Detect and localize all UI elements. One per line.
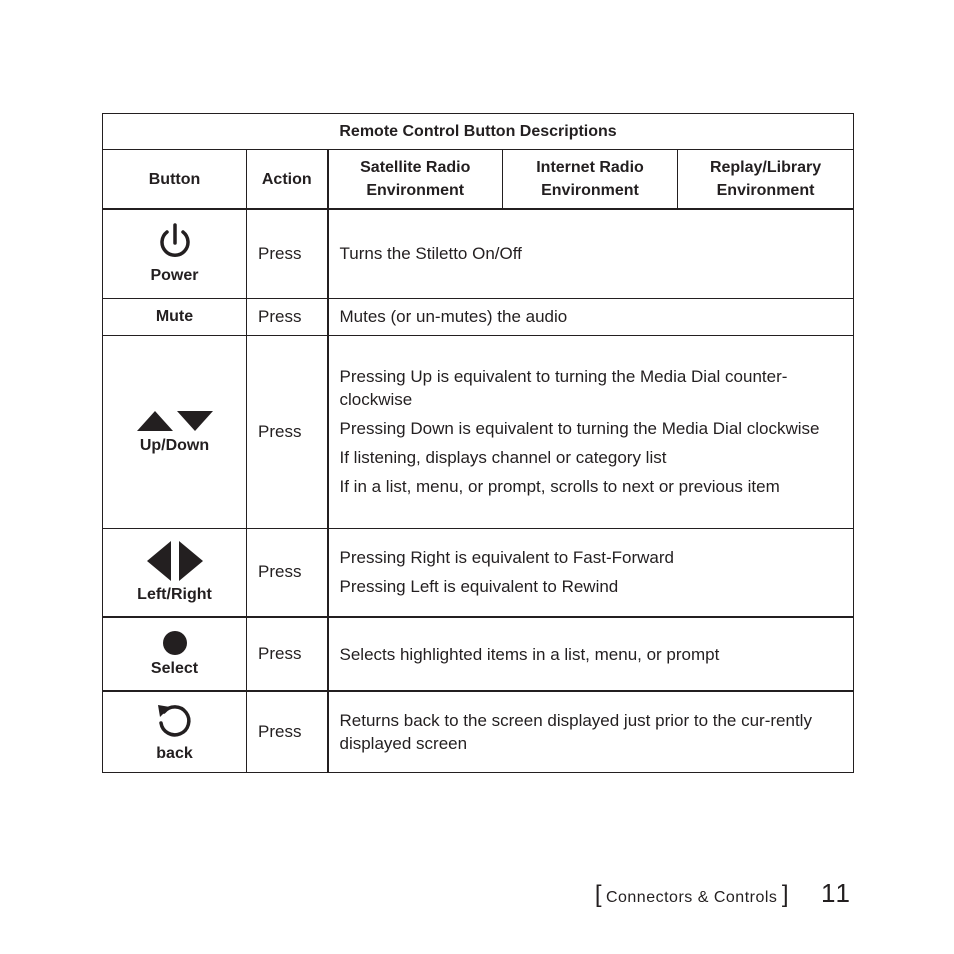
header-internet: Internet Radio Environment [503,150,678,210]
description-text: Returns back to the screen displayed just prior to the cur-rently displayed screen [339,710,812,753]
description-text: If listening, displays channel or category list [339,448,667,467]
description-text: Pressing Down is equivalent to turning the Media Dial clockwise [339,419,820,438]
header-replay: Replay/Library Environment [678,150,854,210]
description-text: Selects highlighted items in a list, menu, or prompt [339,644,720,664]
table-row [103,617,854,691]
description-cell [328,617,854,691]
description-text: Pressing Left is equivalent to Rewind [339,577,619,597]
button-cell [103,335,247,528]
page-footer [595,878,852,909]
button-cell [103,691,247,772]
table-row [103,209,854,298]
button-label: Mute [155,307,194,325]
remote-control-table [102,113,854,773]
button-label: Power [150,266,199,284]
table-title: Remote Control Button Descriptions [103,114,854,150]
header-button: Button [103,150,247,210]
back-arrow-icon [155,701,195,741]
description-cell [328,691,854,772]
button-cell [103,528,247,617]
action-cell: Press [247,209,328,298]
description-text: Mutes (or un-mutes) the audio [339,307,568,326]
footer-open-bracket: [ [594,881,602,908]
page-number: 11 [821,878,852,908]
description-cell [328,209,854,298]
description-text: Pressing Right is equivalent to Fast-Forward [339,548,674,568]
description-text: Turns the Stiletto On/Off [339,244,522,264]
description-cell [328,528,854,617]
action-cell: Press [247,335,328,528]
table-row [103,298,854,335]
action-cell: Press [247,691,328,772]
button-label: Left/Right [137,586,212,604]
table-row [103,528,854,617]
up-down-arrows-icon [135,409,215,433]
button-label: back [156,744,193,762]
footer-section-title: Connectors & Controls [605,889,778,906]
table-row [103,691,854,772]
button-label: Up/Down [139,436,210,454]
description-cell [328,298,854,335]
action-cell: Press [247,298,328,335]
description-cell [328,335,854,528]
action-cell: Press [247,528,328,617]
left-right-arrows-icon [145,540,205,582]
action-cell: Press [247,617,328,691]
select-dot-icon [162,630,188,656]
button-cell [103,617,247,691]
power-icon [156,223,194,263]
button-cell [103,209,247,298]
table-row [103,335,854,528]
description-text: If in a list, menu, or prompt, scrolls to next or previous item [339,477,780,496]
button-cell [103,298,247,335]
header-satellite: Satellite Radio Environment [328,150,503,210]
header-action: Action [247,150,328,210]
description-text: Pressing Up is equivalent to turning the Media Dial counter-clockwise [339,367,788,409]
button-label: Select [150,660,199,677]
footer-close-bracket: ] [781,881,789,908]
